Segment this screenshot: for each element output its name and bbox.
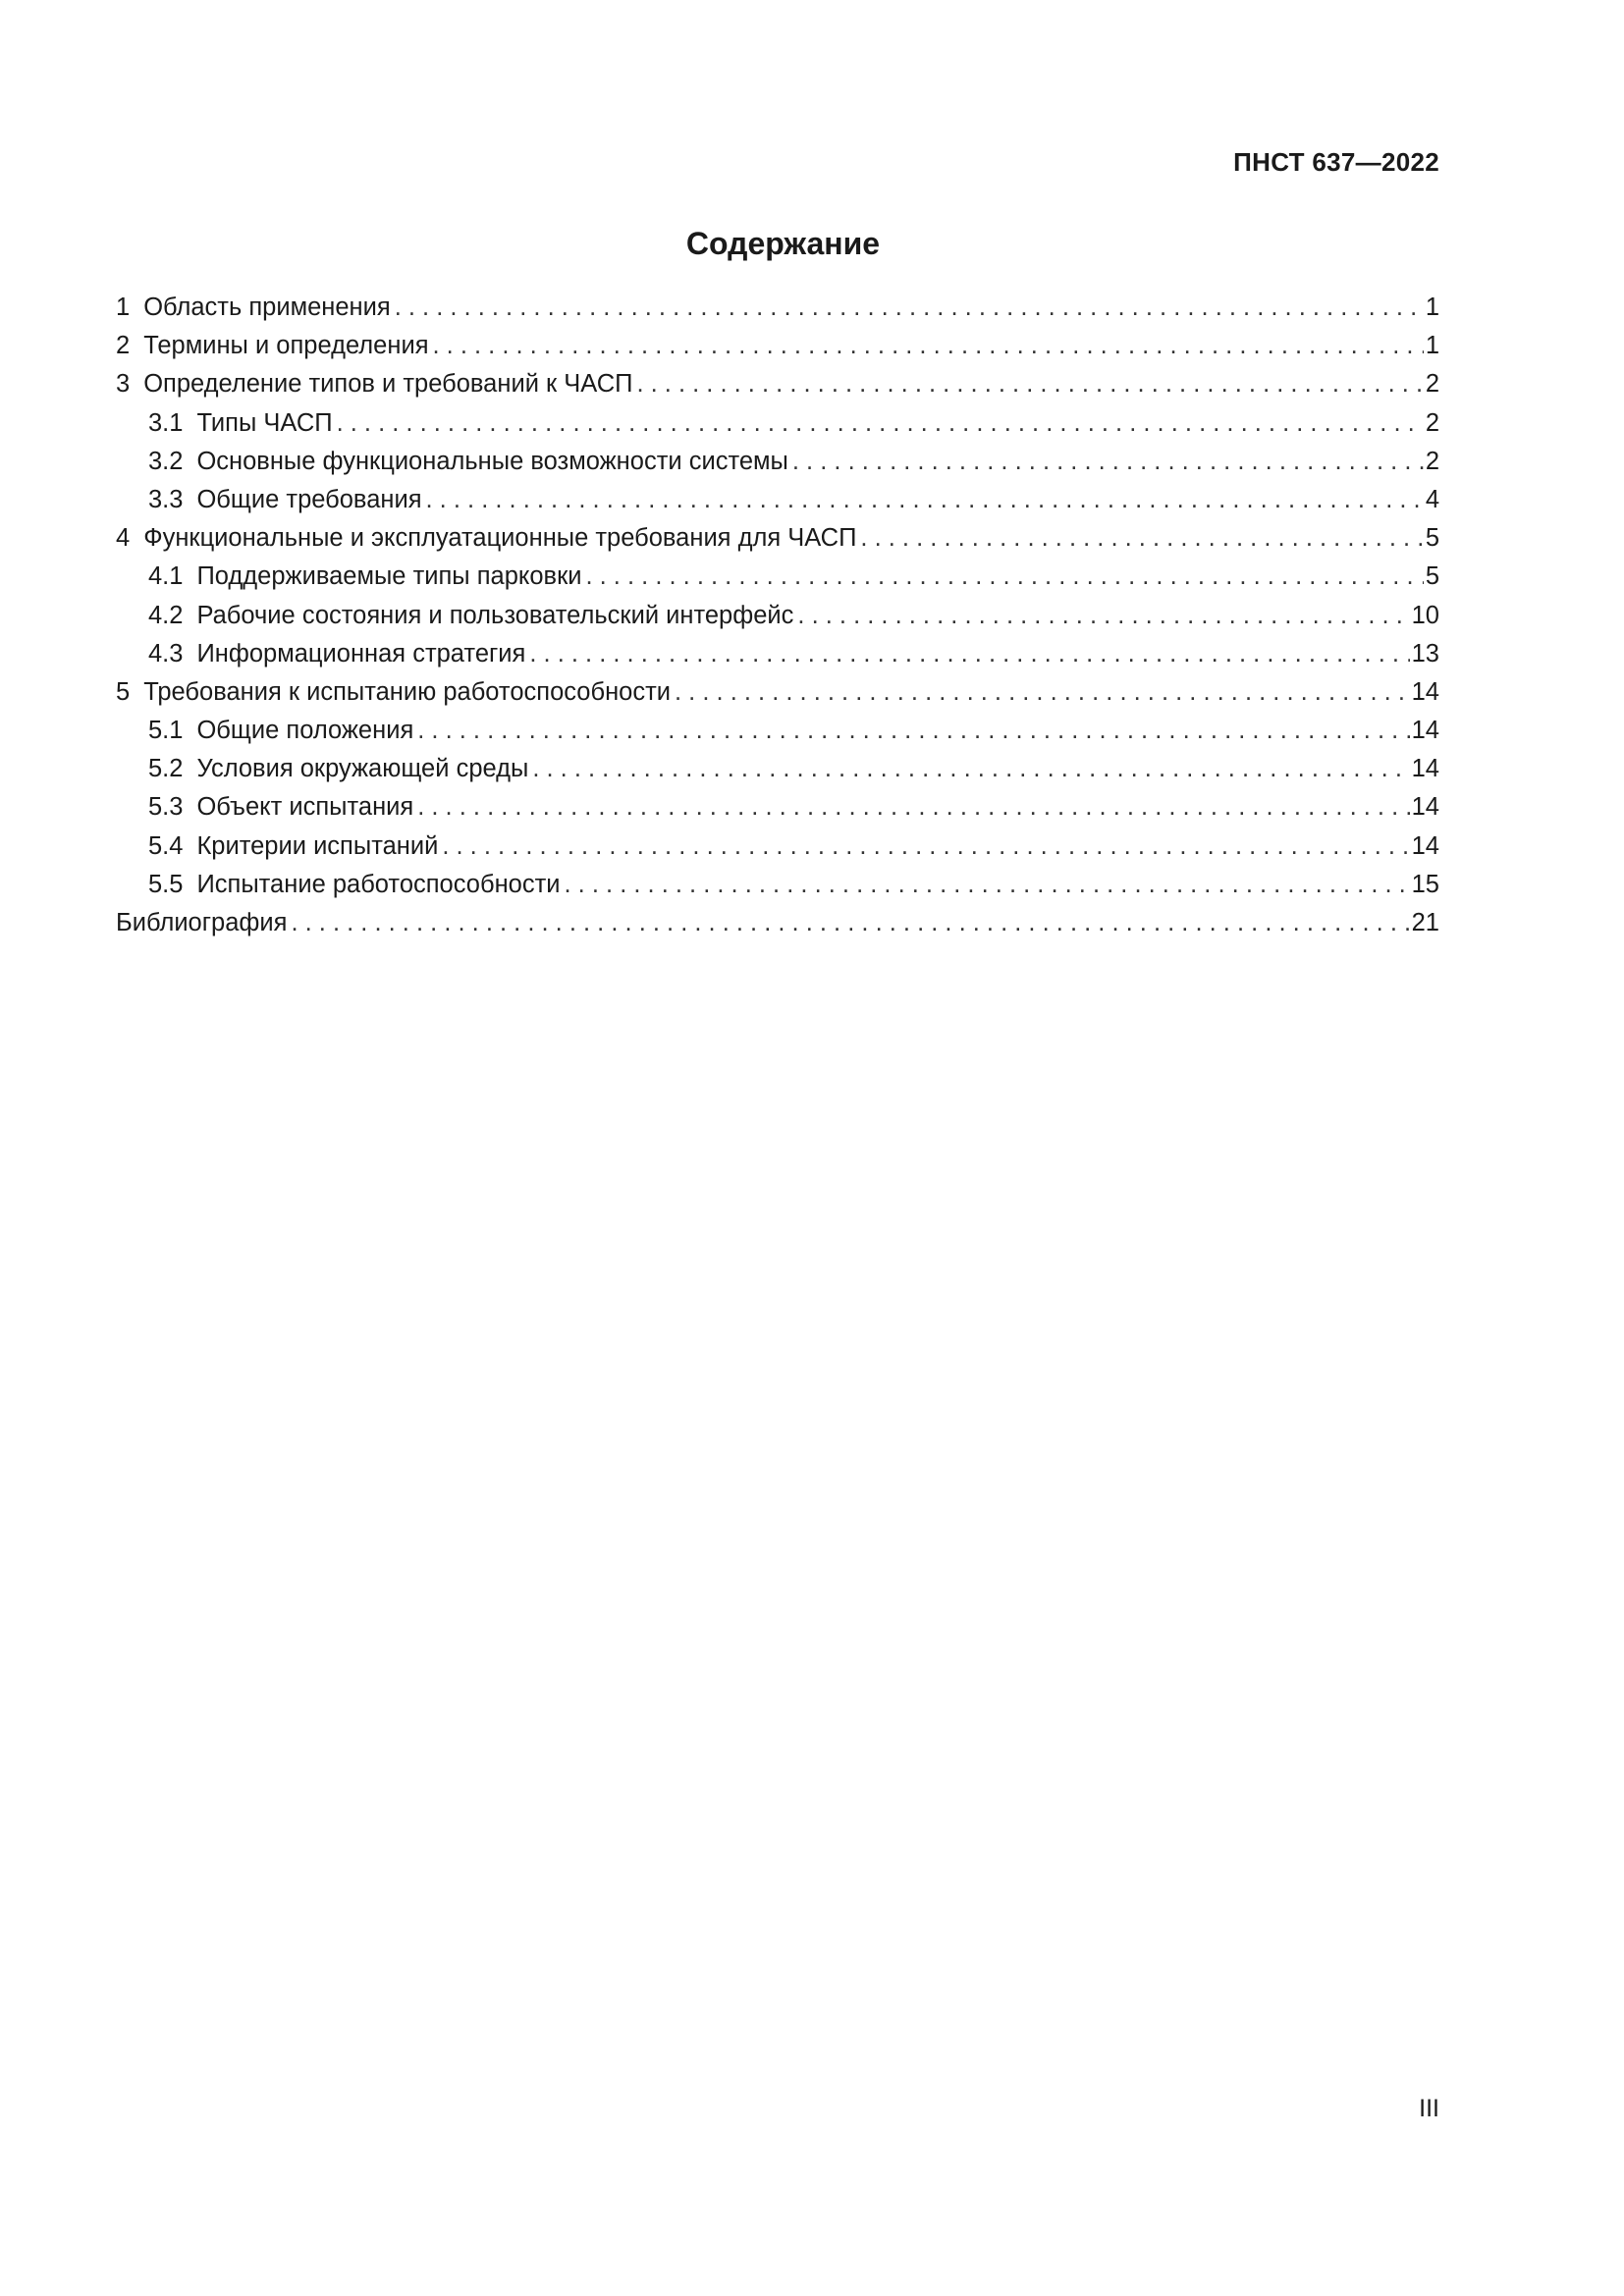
toc-entry-page: 14 [1411, 831, 1439, 860]
toc-entry-number: 4.2 [148, 601, 184, 629]
toc-entry-page: 10 [1411, 601, 1439, 629]
toc-entry-number: 3.1 [148, 408, 184, 437]
toc-dot-leader [337, 404, 1424, 443]
toc-entry-number: 5.4 [148, 831, 184, 860]
toc-entry-5[interactable] [116, 673, 1439, 712]
toc-entry-title: Испытание работоспособности [196, 870, 561, 898]
table-of-contents [116, 289, 1439, 942]
toc-entry-number: 5.2 [148, 755, 184, 783]
toc-entry-page: 13 [1411, 639, 1439, 667]
toc-title: Содержание [685, 226, 881, 261]
toc-entry-4-3[interactable] [116, 635, 1439, 673]
toc-entry-page: 21 [1411, 909, 1439, 936]
toc-dot-leader [792, 443, 1424, 481]
toc-entry-number: 3.3 [148, 485, 184, 513]
toc-entry-title: Общие требования [196, 485, 422, 513]
toc-entry-number: 5.5 [148, 870, 184, 898]
toc-entry-title: Функциональные и эксплуатационные требования для ЧАСП [143, 524, 857, 553]
toc-entry-title: Объект испытания [196, 793, 414, 822]
toc-entry-3-1[interactable] [116, 404, 1439, 443]
toc-entry-5-3[interactable] [116, 788, 1439, 827]
toc-entry-title: Типы ЧАСП [196, 408, 333, 437]
toc-entry-title: Определение типов и требований к ЧАСП [143, 370, 633, 399]
toc-entry-5-1[interactable] [116, 712, 1439, 750]
toc-entry-4-2[interactable] [116, 597, 1439, 635]
toc-entry-3-3[interactable] [116, 481, 1439, 519]
toc-dot-leader [797, 597, 1409, 635]
toc-entry-page: 14 [1411, 755, 1439, 783]
toc-dot-leader [395, 289, 1424, 327]
toc-entry-title: Рабочие состояния и пользовательский интерфейс [196, 601, 794, 629]
toc-entry-title: Основные функциональные возможности системы [196, 447, 788, 475]
toc-dot-leader [860, 519, 1423, 558]
toc-entry-title: Поддерживаемые типы парковки [196, 562, 582, 591]
toc-entry-page: 2 [1425, 447, 1439, 475]
toc-dot-leader [532, 750, 1409, 788]
toc-dot-leader [417, 788, 1409, 827]
toc-entry-page: 14 [1411, 717, 1439, 745]
toc-entry-3[interactable] [116, 365, 1439, 403]
toc-entry-title: Термины и определения [143, 332, 429, 360]
toc-dot-leader [565, 866, 1410, 904]
toc-entry-number: 3.2 [148, 447, 184, 475]
toc-entry-1[interactable] [116, 289, 1439, 327]
toc-entry-5-5[interactable] [116, 866, 1439, 904]
document-code: ПНСТ 637—2022 [1233, 147, 1439, 177]
toc-dot-leader [433, 327, 1424, 365]
toc-entry-page: 5 [1425, 562, 1439, 591]
toc-entry-title: Требования к испытанию работоспособности [143, 677, 672, 706]
toc-entry-page: 5 [1425, 524, 1439, 553]
toc-entry-number: 1 [116, 294, 131, 321]
toc-dot-leader [529, 635, 1409, 673]
toc-dot-leader [442, 828, 1409, 866]
toc-entry-page: 1 [1425, 332, 1439, 360]
toc-entry-number: 5.3 [148, 793, 184, 822]
toc-entry-page: 14 [1411, 793, 1439, 822]
toc-entry-number: 4.1 [148, 562, 184, 591]
toc-entry-bibliography[interactable] [116, 904, 1439, 942]
toc-entry-page: 2 [1425, 370, 1439, 399]
toc-entry-5-4[interactable] [116, 828, 1439, 866]
toc-dot-leader [636, 365, 1423, 403]
toc-dot-leader [675, 673, 1410, 712]
toc-entry-title: Критерии испытаний [196, 831, 439, 860]
toc-entry-number: 5 [116, 677, 131, 706]
toc-entry-3-2[interactable] [116, 443, 1439, 481]
toc-entry-title: Информационная стратегия [196, 639, 526, 667]
toc-entry-title: Область применения [143, 294, 391, 321]
toc-entry-page: 14 [1411, 677, 1439, 706]
toc-entry-4-1[interactable] [116, 558, 1439, 596]
toc-dot-leader [585, 558, 1423, 596]
toc-entry-page: 1 [1425, 294, 1439, 321]
toc-dot-leader [291, 904, 1409, 942]
toc-entry-number: 4.3 [148, 639, 184, 667]
page-number: III [1419, 2095, 1439, 2122]
toc-entry-number: 4 [116, 524, 131, 553]
toc-dot-leader [417, 712, 1409, 750]
toc-entry-number: 2 [116, 332, 131, 360]
toc-entry-title: Общие положения [196, 717, 414, 745]
toc-entry-title: Библиография [116, 909, 288, 936]
toc-entry-4[interactable] [116, 519, 1439, 558]
toc-entry-number: 3 [116, 370, 131, 399]
toc-entry-5-2[interactable] [116, 750, 1439, 788]
toc-dot-leader [426, 481, 1424, 519]
toc-entry-page: 15 [1411, 870, 1439, 898]
toc-entry-page: 4 [1425, 485, 1439, 513]
toc-entry-page: 2 [1425, 408, 1439, 437]
toc-entry-number: 5.1 [148, 717, 184, 745]
toc-entry-2[interactable] [116, 327, 1439, 365]
toc-entry-title: Условия окружающей среды [196, 755, 529, 783]
